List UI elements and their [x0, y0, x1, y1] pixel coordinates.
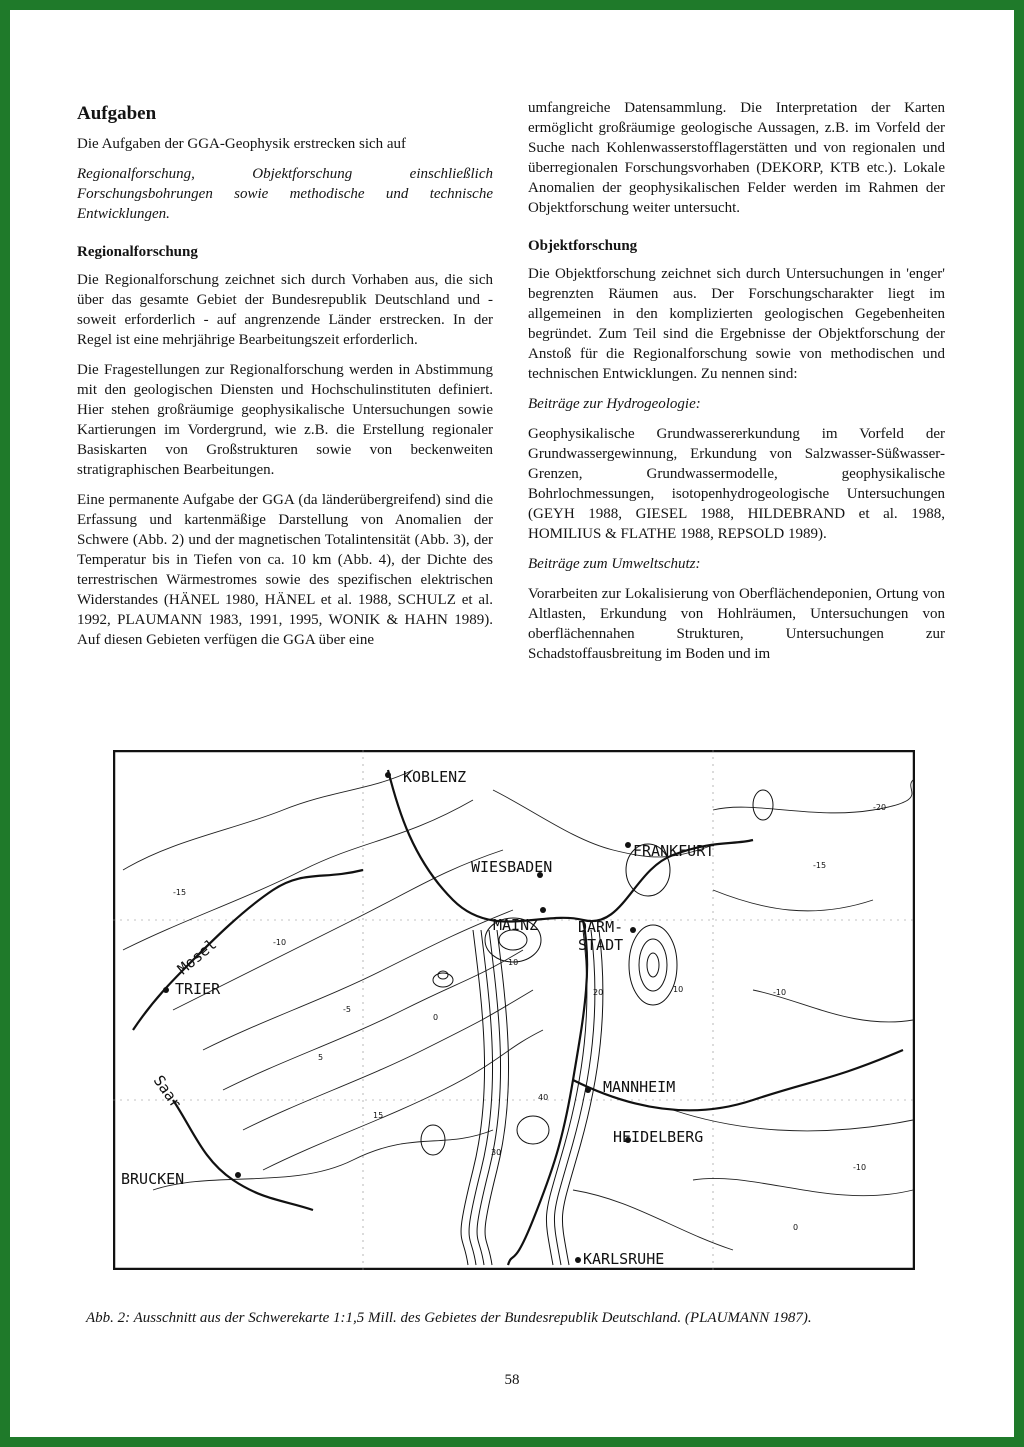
contour-label: -5 — [343, 1005, 351, 1014]
paragraph-regional-1: Die Regionalforschung zeichnet sich durch Vorhaben aus, die sich über das gesamte Gebiet der Bundesrepublik Deutschland und - soweit erforderlich - auf angrenzende Länder erstrecken. In der Regel ist eine mehrjährige Bearbeitungszeit erforderlich. — [77, 272, 493, 348]
map-label-heidelberg: HEIDELBERG — [613, 1128, 704, 1146]
subheading-objektforschung: Objektforschung — [528, 238, 638, 254]
paragraph-regional-2: Die Fragestellungen zur Regionalforschung werden in Abstimmung mit den geologischen Diensten und Hochschulinstituten definiert. Hier stehen großräumige geophysikalische Untersuchungen sowie Kartierungen im Vordergrund, wie z.B. die Erstellung regionaler Basiskarten von Großstrukturen sowie von beckenweiten stratigraphischen Bearbeitungen. — [77, 362, 493, 478]
paragraph-continued: umfangreiche Datensammlung. Die Interpretation der Karten ermöglicht großräumige geologische Aussagen, z.B. im Vorfeld der Suche nach Kohlenwasserstofflagerstätten und von regionalen und überregionalen Forschungsvorhaben (DEKORP, KTB etc.). Lokale Anomalien der geophysikalischen Felder werden im Rahmen der Objektforschung weiter untersucht. — [528, 100, 945, 216]
right-column — [528, 98, 945, 674]
map-label-mainz: MAINZ — [493, 916, 539, 934]
map-label-saar: Saar — [149, 1071, 186, 1112]
paragraph-umweltschutz: Vorarbeiten zur Lokalisierung von Oberflächendeponien, Ortung von Altlasten, Erkundung von Hohlräumen, Untersuchungen von oberflächennahen Strukturen, Untersuchungen zur Schadstoffausbreitung im Boden und im — [528, 586, 945, 662]
figure-caption: Abb. 2: Ausschnitt aus der Schwerekarte 1:1,5 Mill. des Gebietes der Bundesrepublik Deutschland. (PLAUMANN 1987). — [86, 1310, 812, 1326]
map-label-brucken: BRUCKEN — [121, 1170, 185, 1188]
contour-label: -15 — [173, 888, 187, 897]
subheading-hydrogeologie: Beiträge zur Hydrogeologie: — [528, 396, 701, 412]
subheading-regionalforschung: Regionalforschung — [77, 244, 198, 260]
intro-text: Die Aufgaben der GGA-Geophysik erstrecken sich auf — [77, 136, 407, 152]
map-label-koblenz: KOBLENZ — [403, 768, 467, 786]
intro-list: Regionalforschung, Objektforschung einschließlich Forschungsbohrungen sowie methodische und technische Entwicklungen. — [77, 166, 493, 222]
page — [10, 10, 1014, 1437]
map-label-karlsruhe: KARLSRUHE — [583, 1250, 665, 1268]
map-label-trier: TRIER — [175, 980, 221, 998]
map-label-darmstadt-2: STADT — [578, 936, 624, 954]
contour-label: 0 — [793, 1223, 799, 1232]
section-heading-aufgaben: Aufgaben — [77, 103, 157, 124]
contour-label: 10 — [508, 958, 519, 967]
map-label-mosel: Mosel — [174, 935, 221, 979]
contour-label: -10 — [773, 988, 787, 997]
contour-label: 10 — [673, 985, 684, 994]
subheading-umweltschutz: Beiträge zum Umweltschutz: — [528, 556, 701, 572]
paragraph-objektforschung: Die Objektforschung zeichnet sich durch Untersuchungen in 'enger' begrenzten Räumen aus. Der Forschungscharakter liegt im allgemeinen in den komplizierten geologischen Gegebenheiten begründet. Zum Teil sind die Ergebnisse der Objektforschung der Anstoß für die Regionalforschung sowie von methodischen und technischen Entwicklungen. Zu nennen sind: — [528, 266, 945, 382]
paragraph-regional-3: Eine permanente Aufgabe der GGA (da länderübergreifend) sind die Erfassung und kartenmäßige Darstellung von Anomalien der Schwere (Abb. 2) und der magnetischen Totalintensität (Abb. 3), der Temperatur bis in Tiefen von ca. 10 km (Abb. 4), der Dichte des terrestrischen Wärmestromes sowie des spezifischen elektrischen Widerstandes (HÄNEL 1980, HÄNEL et al. 1988, SCHULZ et al. 1992, PLAUMANN 1983, 1991, 1995, WONIK & HAHN 1989). Auf diesen Gebieten verfügen die GGA über eine — [77, 492, 493, 648]
map-label-mannheim: MANNHEIM — [603, 1078, 676, 1096]
contour-label: 20 — [593, 988, 604, 997]
contour-label: -15 — [813, 861, 827, 870]
contour-label: -20 — [873, 803, 887, 812]
contour-label: -10 — [273, 938, 287, 947]
contour-label: 5 — [318, 1053, 324, 1062]
map-label-wiesbaden: WIESBADEN — [471, 858, 553, 876]
contour-label: 30 — [491, 1148, 502, 1157]
contour-label: 15 — [373, 1111, 384, 1120]
contour-label: 40 — [538, 1093, 549, 1102]
gravity-map-figure — [113, 750, 915, 1270]
paragraph-hydrogeologie: Geophysikalische Grundwassererkundung im Vorfeld der Grundwassergewinnung, Erkundung von Salzwasser-Süßwasser-Grenzen, Grundwassermodelle, geophysikalische Bohrlochmessungen, isotopenhydrogeologische Untersuchungen (GEYH 1988, GIESEL 1988, HILDEBRAND et al. 1988, HOMILIUS & FLATHE 1988, REPSOLD 1989). — [528, 426, 945, 542]
left-column — [77, 102, 493, 660]
contour-label: 0 — [433, 1013, 439, 1022]
page-number: 58 — [504, 1372, 520, 1388]
map-label-darmstadt-1: DARM- — [578, 918, 624, 936]
map-label-frankfurt: FRANKFURT — [633, 842, 715, 860]
contour-label: -10 — [853, 1163, 867, 1172]
